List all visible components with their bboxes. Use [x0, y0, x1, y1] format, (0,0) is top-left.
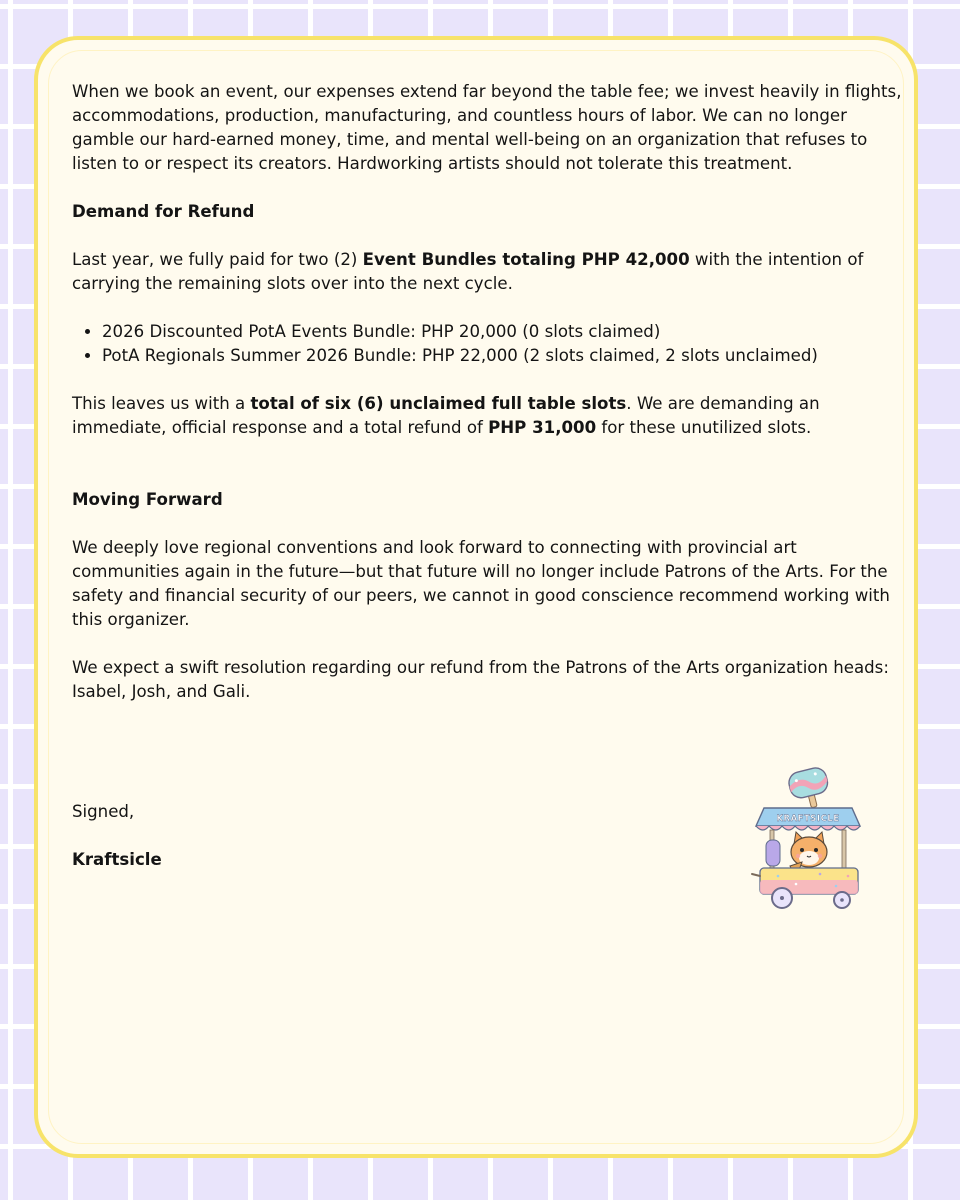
- unclaimed-text-mid: . We are demanding an immediate, official response and a total refund of: [72, 394, 820, 437]
- refund-heading: Demand for Refund: [72, 202, 255, 221]
- moving-forward-heading: Moving Forward: [72, 490, 223, 509]
- moving-forward-paragraph: We deeply love regional conventions and look forward to connecting with provincial art communities again in the future—but that future will no longer include Patrons of the Arts. For the safety and financial security of our peers, we cannot in good conscience recommend working with this organizer.: [72, 538, 890, 629]
- cat-ice-cream-cart-logo: [750, 764, 866, 910]
- letter-card: [34, 36, 918, 1158]
- list-item: • 2026 Discounted PotA Events Bundle: PHP 20,000 (0 slots claimed): [102, 320, 902, 344]
- bundle-list: [72, 320, 902, 368]
- unclaimed-text-start: This leaves us with a: [72, 394, 251, 413]
- signed-label: Signed,: [72, 802, 135, 821]
- intro-paragraph: When we book an event, our expenses extend far beyond the table fee; we invest heavily in flights, accommodations, production, manufacturing, and countless hours of labor. We can no longer gamble our hard-earned money, time, and mental well-being on an organization that refuses to listen to or respect its creators. Hardworking artists should not tolerate this treatment.: [72, 82, 902, 173]
- unclaimed-paragraph: [72, 392, 902, 440]
- list-item: • PotA Regionals Summer 2026 Bundle: PHP 22,000 (2 slots claimed, 2 slots unclaimed): [102, 344, 902, 368]
- refund-text-start: Last year, we fully paid for two (2): [72, 250, 363, 269]
- resolution-paragraph: We expect a swift resolution regarding our refund from the Patrons of the Arts organization heads: Isabel, Josh, and Gali.: [72, 658, 889, 701]
- unclaimed-text-end: for these unutilized slots.: [596, 418, 812, 437]
- logo-text: KRAFTSICLE: [776, 814, 840, 824]
- refund-amount-bold: PHP 31,000: [488, 418, 597, 437]
- refund-paragraph: [72, 248, 902, 296]
- unclaimed-slots-bold: total of six (6) unclaimed full table slots: [250, 394, 627, 413]
- refund-total-bold: Event Bundles totaling PHP 42,000: [362, 250, 690, 269]
- signature-name: Kraftsicle: [72, 850, 162, 869]
- refund-text-end: with the intention of carrying the remaining slots over into the next cycle.: [72, 250, 864, 293]
- letter-body: [72, 80, 902, 872]
